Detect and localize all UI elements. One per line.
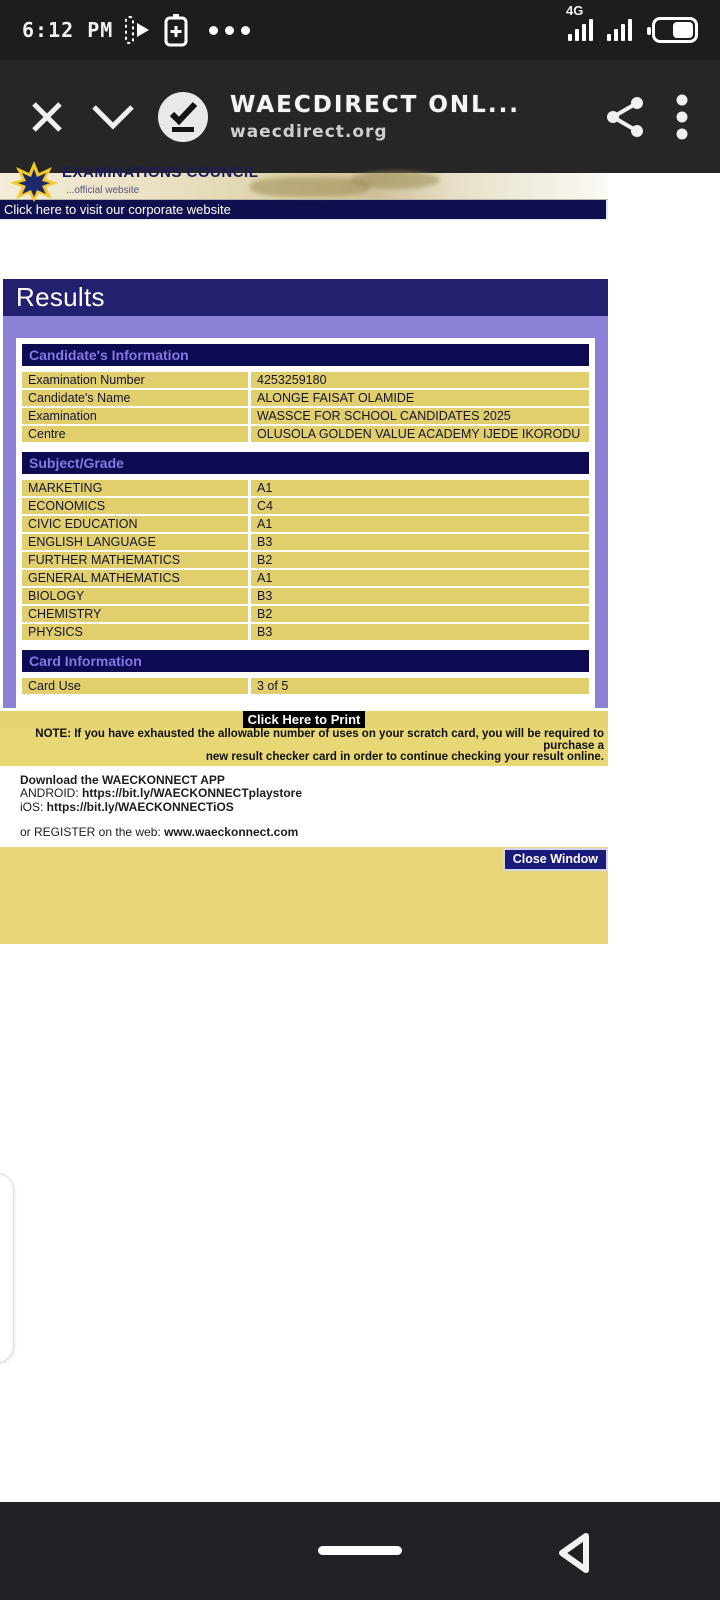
section-header-subject-grade: Subject/Grade (22, 452, 589, 474)
table-row: FURTHER MATHEMATICS B2 (22, 552, 589, 568)
browser-header (0, 60, 720, 173)
home-gesture-pill[interactable] (318, 1546, 402, 1555)
waec-logo (8, 159, 60, 203)
battery-saver-icon (163, 13, 189, 47)
download-app-block (0, 766, 720, 840)
table-row: Examination Number 4253259180 (22, 372, 589, 388)
table-row: ECONOMICS C4 (22, 498, 589, 514)
share-icon[interactable] (596, 88, 654, 146)
close-icon[interactable] (18, 88, 76, 146)
screen-record-icon (123, 15, 153, 45)
table-row: Examination WASSCE FOR SCHOOL CANDIDATES 2025 (22, 408, 589, 424)
android-link-line: ANDROID: https://bit.ly/WAECKONNECTplaystore (20, 786, 303, 800)
signal-sim2 (607, 19, 632, 41)
table-row: Candidate's Name ALONGE FAISAT OLAMIDE (22, 390, 589, 406)
table-row: Card Use 3 of 5 (22, 678, 589, 694)
banner-tagline: ...official website (66, 185, 140, 196)
battery-icon (652, 17, 698, 43)
table-row: CIVIC EDUCATION A1 (22, 516, 589, 532)
clock: 6:12 PM (22, 18, 114, 42)
close-window-button[interactable]: Close Window (503, 848, 608, 871)
table-row: BIOLOGY B3 (22, 588, 589, 604)
ios-link[interactable]: https://bit.ly/WAECKONNECTiOS (46, 799, 234, 814)
table-row: CHEMISTRY B2 (22, 606, 589, 622)
gesture-nav-bar (0, 1502, 720, 1600)
notification-overflow-dots (209, 26, 250, 35)
overflow-menu-icon[interactable] (662, 88, 702, 146)
site-verified-badge-icon (158, 92, 208, 142)
page-url: waecdirect.org (230, 121, 388, 142)
waec-site-banner (0, 164, 608, 200)
ios-link-line: iOS: https://bit.ly/WAECKONNECTiOS (20, 799, 234, 814)
page-title-block[interactable] (224, 92, 588, 142)
network-type-label: 4G (566, 3, 584, 18)
section-header-candidate-info: Candidate's Information (22, 344, 589, 366)
section-header-card-info: Card Information (22, 650, 589, 672)
footer-panel (0, 847, 608, 944)
download-heading: Download the WAECKONNECT APP (20, 772, 225, 787)
table-row: PHYSICS B3 (22, 624, 589, 640)
register-line: or REGISTER on the web: www.waeckonnect.com (20, 825, 299, 839)
table-row: Centre OLUSOLA GOLDEN VALUE ACADEMY IJEDE IKORODU (22, 426, 589, 442)
print-band (0, 711, 608, 728)
web-page (0, 164, 720, 944)
signal-sim1 (566, 3, 593, 41)
back-button-icon[interactable] (552, 1530, 594, 1576)
results-table (16, 338, 595, 708)
note-text: NOTE: If you have exhausted the allowable number of uses on your scratch card, you will be required to purchase a new result checker card in order to continue checking your result online. (0, 728, 608, 766)
corporate-website-link[interactable]: Click here to visit our corporate website (0, 200, 608, 220)
page-title: WAECDIRECT ONL... (230, 91, 521, 118)
status-bar (0, 0, 720, 60)
table-row: MARKETING A1 (22, 480, 589, 496)
banner-org-name: EXAMINATIONS COUNCIL (62, 164, 259, 181)
table-row: ENGLISH LANGUAGE B3 (22, 534, 589, 550)
register-link[interactable]: www.waeckonnect.com (164, 825, 299, 839)
results-heading: Results (3, 279, 608, 316)
android-link[interactable]: https://bit.ly/WAECKONNECTplaystore (82, 786, 303, 800)
results-panel (3, 316, 608, 708)
chevron-down-icon[interactable] (84, 88, 142, 146)
table-row: GENERAL MATHEMATICS A1 (22, 570, 589, 586)
print-button[interactable]: Click Here to Print (243, 711, 366, 728)
edge-panel-handle[interactable] (0, 1173, 14, 1363)
